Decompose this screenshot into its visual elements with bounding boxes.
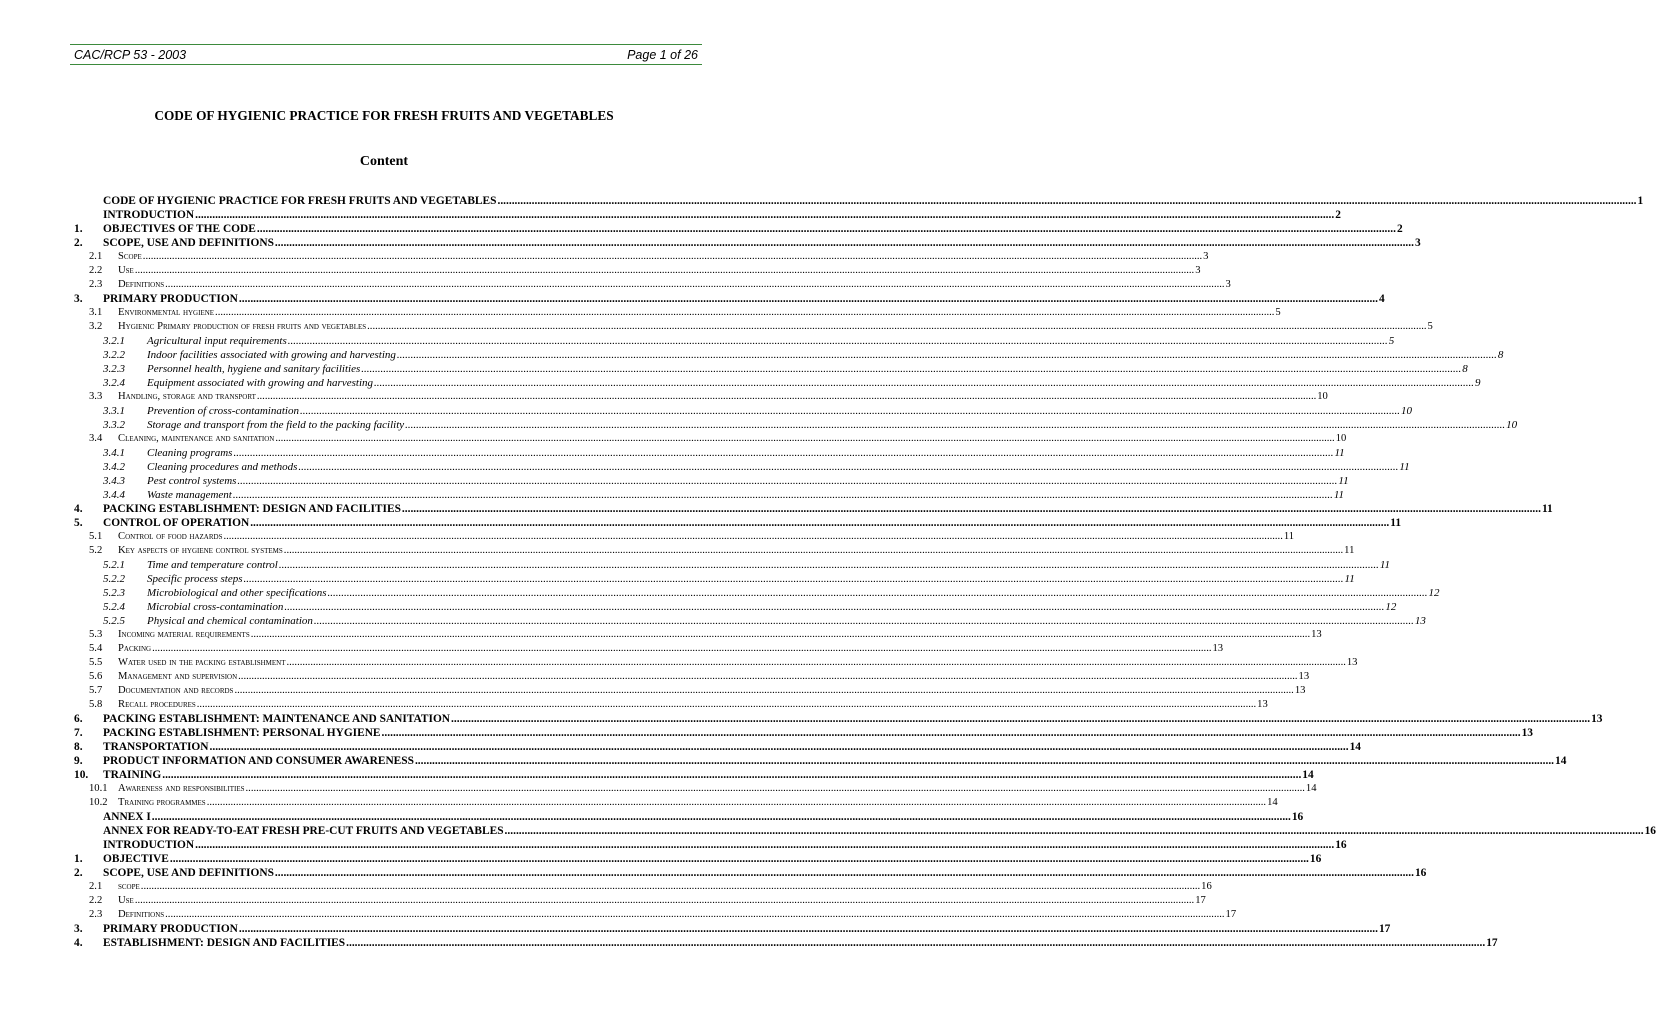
toc-entry[interactable] bbox=[74, 390, 1328, 404]
toc-entry-page: 16 bbox=[1291, 811, 1304, 823]
toc-entry-number: 2.3 bbox=[89, 909, 103, 920]
toc-entry-number: 1. bbox=[74, 223, 83, 235]
toc-entry[interactable] bbox=[74, 586, 1440, 600]
toc-entry-page: 3 bbox=[1195, 265, 1201, 276]
toc-entry-label: SCOPE, USE AND DEFINITIONS bbox=[103, 867, 274, 879]
toc-entry-number: 2.3 bbox=[89, 279, 103, 290]
toc-entry-number: 3.2.3 bbox=[103, 363, 125, 375]
toc-entry-number: 3.2.4 bbox=[103, 377, 125, 389]
toc-entry-number: 7. bbox=[74, 727, 83, 739]
toc-entry-label: Management and supervision bbox=[118, 671, 238, 682]
toc-leader-dots: ................................................................................................................................................................................................................................................................................................................................................................................................................ bbox=[165, 909, 1225, 920]
toc-entry[interactable] bbox=[74, 432, 1347, 446]
toc-entry[interactable] bbox=[74, 460, 1410, 474]
toc-entry-label: Microbiological and other specifications bbox=[147, 587, 327, 599]
toc-entry[interactable] bbox=[74, 264, 1201, 278]
toc-entry-page: 17 bbox=[1378, 923, 1391, 935]
toc-entry-number: 5.6 bbox=[89, 671, 103, 682]
toc-entry-number: 5.8 bbox=[89, 699, 103, 710]
toc-entry[interactable] bbox=[74, 642, 1224, 656]
toc-entry-label: Indoor facilities associated with growing and harvesting bbox=[147, 349, 396, 361]
toc-entry[interactable] bbox=[74, 572, 1355, 586]
toc-entry-page: 12 bbox=[1385, 601, 1397, 613]
toc-entry[interactable] bbox=[74, 334, 1395, 348]
toc-entry-label: Pest control systems bbox=[147, 475, 237, 487]
toc-entry-page: 17 bbox=[1195, 895, 1206, 906]
toc-entry-label: INTRODUCTION bbox=[103, 209, 195, 221]
toc-leader-dots: ................................................................................................................................................................................................................................................................................................................................................................................................................ bbox=[165, 279, 1225, 290]
toc-leader-dots: ................................................................................................................................................................................................................................................................................................................................................................................................................ bbox=[287, 335, 1388, 347]
toc-entry-label: Training programmes bbox=[118, 797, 206, 808]
toc-entry-page: 16 bbox=[1309, 853, 1322, 865]
toc-entry[interactable] bbox=[74, 754, 1567, 768]
toc-leader-dots: ................................................................................................................................................................................................................................................................................................................................................................................................................ bbox=[256, 223, 1396, 235]
toc-leader-dots: ................................................................................................................................................................................................................................................................................................................................................................................................................ bbox=[142, 251, 1203, 262]
toc-entry-label: OBJECTIVE bbox=[103, 853, 169, 865]
toc-entry[interactable] bbox=[74, 908, 1237, 922]
toc-entry-number: 2.2 bbox=[89, 265, 103, 276]
toc-leader-dots: ................................................................................................................................................................................................................................................................................................................................................................................................................ bbox=[238, 671, 1298, 682]
toc-entry-label: ANNEX I bbox=[103, 811, 151, 823]
toc-entry-number: 3.4.2 bbox=[103, 461, 125, 473]
toc-leader-dots: ................................................................................................................................................................................................................................................................................................................................................................................................................ bbox=[151, 811, 1291, 823]
toc-entry-number: 5.2.3 bbox=[103, 587, 125, 599]
toc-entry-page: 11 bbox=[1541, 503, 1553, 515]
toc-entry-page: 3 bbox=[1203, 251, 1209, 262]
toc-entry[interactable] bbox=[74, 474, 1349, 488]
toc-entry[interactable] bbox=[74, 712, 1603, 726]
toc-entry[interactable] bbox=[74, 418, 1518, 432]
toc-entry[interactable] bbox=[74, 376, 1481, 390]
toc-entry-page: 16 bbox=[1335, 839, 1347, 851]
toc-entry-page: 17 bbox=[1225, 909, 1237, 920]
toc-leader-dots: ................................................................................................................................................................................................................................................................................................................................................................................................................ bbox=[284, 601, 1385, 613]
toc-entry[interactable] bbox=[74, 782, 1317, 796]
toc-entry[interactable] bbox=[74, 880, 1212, 894]
toc-entry-label: INTRODUCTION bbox=[103, 839, 195, 851]
toc-entry-number: 5.5 bbox=[89, 657, 103, 668]
toc-entry-page: 11 bbox=[1344, 545, 1355, 556]
toc-leader-dots: ................................................................................................................................................................................................................................................................................................................................................................................................................ bbox=[238, 293, 1378, 305]
toc-entry-page: 10 bbox=[1506, 419, 1518, 431]
toc-entry-page: 17 bbox=[1486, 937, 1498, 949]
toc-entry-page: 12 bbox=[1428, 587, 1440, 599]
toc-leader-dots: ................................................................................................................................................................................................................................................................................................................................................................................................................ bbox=[274, 867, 1414, 879]
toc-entry-label: Recall procedures bbox=[118, 699, 196, 710]
toc-leader-dots: ................................................................................................................................................................................................................................................................................................................................................................................................................ bbox=[140, 881, 1201, 892]
toc-entry-label: Scope bbox=[118, 251, 142, 262]
toc-entry[interactable] bbox=[74, 278, 1231, 292]
toc-entry-page: 11 bbox=[1334, 447, 1345, 459]
toc-entry-page: 14 bbox=[1267, 797, 1278, 808]
toc-entry-number: 3.4 bbox=[89, 433, 103, 444]
toc-entry-page: 10 bbox=[1317, 391, 1328, 402]
toc-entry[interactable] bbox=[74, 838, 1347, 852]
toc-entry[interactable] bbox=[74, 236, 1421, 250]
toc-entry[interactable] bbox=[74, 866, 1427, 880]
toc-entry-label: Physical and chemical contamination bbox=[147, 615, 313, 627]
toc-entry-label: ESTABLISHMENT: DESIGN AND FACILITIES bbox=[103, 937, 346, 949]
toc-entry[interactable] bbox=[74, 362, 1468, 376]
toc-entry-page: 5 bbox=[1427, 321, 1433, 332]
toc-leader-dots: ................................................................................................................................................................................................................................................................................................................................................................................................................ bbox=[209, 741, 1349, 753]
toc-entry-label: scope bbox=[118, 881, 140, 892]
toc-entry[interactable] bbox=[74, 726, 1533, 740]
document-code: CAC/RCP 53 - 2003 bbox=[74, 48, 187, 62]
toc-leader-dots: ................................................................................................................................................................................................................................................................................................................................................................................................................ bbox=[256, 391, 1317, 402]
toc-entry-page: 10 bbox=[1335, 433, 1347, 444]
toc-entry-label: PACKING ESTABLISHMENT: PERSONAL HYGIENE bbox=[103, 727, 381, 739]
table-of-contents bbox=[74, 194, 1656, 950]
toc-entry-number: 10. bbox=[74, 769, 89, 781]
toc-leader-dots: ................................................................................................................................................................................................................................................................................................................................................................................................................ bbox=[327, 587, 1428, 599]
toc-leader-dots: ................................................................................................................................................................................................................................................................................................................................................................................................................ bbox=[401, 503, 1541, 515]
toc-entry[interactable] bbox=[74, 796, 1278, 810]
toc-entry-label: Handling, storage and transport bbox=[118, 391, 256, 402]
toc-leader-dots: ................................................................................................................................................................................................................................................................................................................................................................................................................ bbox=[361, 363, 1462, 375]
toc-entry[interactable] bbox=[74, 446, 1345, 460]
toc-entry[interactable] bbox=[74, 600, 1397, 614]
toc-entry[interactable] bbox=[74, 516, 1402, 530]
toc-entry-number: 3.3.1 bbox=[103, 405, 125, 417]
toc-entry-label: Microbial cross-contamination bbox=[147, 601, 284, 613]
toc-entry[interactable] bbox=[74, 306, 1281, 320]
toc-entry-page: 2 bbox=[1396, 223, 1403, 235]
toc-entry-label: Water used in the packing establishment bbox=[118, 657, 286, 668]
toc-entry-number: 2. bbox=[74, 237, 83, 249]
toc-entry[interactable] bbox=[74, 222, 1403, 236]
toc-entry-number: 4. bbox=[74, 937, 83, 949]
toc-entry-page: 13 bbox=[1257, 699, 1268, 710]
toc-entry-page: 9 bbox=[1475, 377, 1481, 389]
toc-leader-dots: ................................................................................................................................................................................................................................................................................................................................................................................................................ bbox=[381, 727, 1521, 739]
toc-entry-number: 2.1 bbox=[89, 881, 103, 892]
toc-entry-page: 8 bbox=[1462, 363, 1468, 375]
toc-leader-dots: ................................................................................................................................................................................................................................................................................................................................................................................................................ bbox=[250, 629, 1311, 640]
toc-entry-label: Use bbox=[118, 265, 134, 276]
toc-leader-dots: ................................................................................................................................................................................................................................................................................................................................................................................................................ bbox=[196, 699, 1257, 710]
toc-leader-dots: ................................................................................................................................................................................................................................................................................................................................................................................................................ bbox=[250, 517, 1390, 529]
toc-entry-page: 13 bbox=[1311, 629, 1322, 640]
toc-leader-dots: ................................................................................................................................................................................................................................................................................................................................................................................................................ bbox=[414, 755, 1555, 767]
toc-entry[interactable] bbox=[74, 768, 1314, 782]
toc-entry[interactable] bbox=[74, 194, 1644, 208]
toc-entry-number: 3.3.2 bbox=[103, 419, 125, 431]
toc-entry[interactable] bbox=[74, 670, 1310, 684]
toc-entry[interactable] bbox=[74, 404, 1412, 418]
toc-entry-label: SCOPE, USE AND DEFINITIONS bbox=[103, 237, 274, 249]
toc-leader-dots: ................................................................................................................................................................................................................................................................................................................................................................................................................ bbox=[152, 643, 1212, 654]
toc-entry-label: Definitions bbox=[118, 909, 165, 920]
toc-entry-label: Control of food hazards bbox=[118, 531, 223, 542]
toc-entry[interactable] bbox=[74, 894, 1206, 908]
toc-entry-label: OBJECTIVES OF THE CODE bbox=[103, 223, 256, 235]
toc-entry-page: 4 bbox=[1378, 293, 1385, 305]
toc-entry-label: Environmental hygiene bbox=[118, 307, 215, 318]
toc-entry-page: 13 bbox=[1591, 713, 1603, 725]
toc-leader-dots: ................................................................................................................................................................................................................................................................................................................................................................................................................ bbox=[232, 489, 1333, 501]
toc-leader-dots: ................................................................................................................................................................................................................................................................................................................................................................................................................ bbox=[497, 195, 1637, 207]
toc-entry[interactable] bbox=[74, 810, 1304, 824]
toc-entry[interactable] bbox=[74, 530, 1295, 544]
toc-entry-page: 14 bbox=[1555, 755, 1567, 767]
toc-entry-number: 10.1 bbox=[89, 783, 108, 794]
toc-entry-page: 3 bbox=[1414, 237, 1421, 249]
toc-entry-number: 5.2.1 bbox=[103, 559, 125, 571]
toc-entry-label: PRODUCT INFORMATION AND CONSUMER AWARENESS bbox=[103, 755, 414, 767]
toc-entry-number: 5.3 bbox=[89, 629, 103, 640]
toc-leader-dots: ................................................................................................................................................................................................................................................................................................................................................................................................................ bbox=[286, 657, 1346, 668]
toc-entry-number: 3.4.4 bbox=[103, 489, 125, 501]
toc-entry-number: 3.2.1 bbox=[103, 335, 125, 347]
toc-leader-dots: ................................................................................................................................................................................................................................................................................................................................................................................................................ bbox=[215, 307, 1275, 318]
toc-entry-number: 5.1 bbox=[89, 531, 103, 542]
toc-entry-label: Definitions bbox=[118, 279, 165, 290]
toc-entry-page: 5 bbox=[1275, 307, 1281, 318]
toc-entry-page: 11 bbox=[1283, 531, 1295, 542]
toc-entry-label: Awareness and responsibilities bbox=[118, 783, 245, 794]
toc-entry-label: PRIMARY PRODUCTION bbox=[103, 923, 238, 935]
toc-entry[interactable] bbox=[74, 852, 1322, 866]
toc-entry-number: 5.2.2 bbox=[103, 573, 125, 585]
toc-entry-page: 14 bbox=[1302, 769, 1314, 781]
toc-leader-dots: ................................................................................................................................................................................................................................................................................................................................................................................................................ bbox=[396, 349, 1497, 361]
toc-entry-page: 11 bbox=[1390, 517, 1402, 529]
toc-entry[interactable] bbox=[74, 502, 1553, 516]
toc-entry-number: 3.1 bbox=[89, 307, 103, 318]
toc-entry-label: Time and temperature control bbox=[147, 559, 278, 571]
toc-entry-number: 3.3 bbox=[89, 391, 103, 402]
header-rule-top bbox=[70, 44, 702, 45]
toc-entry-number: 3.2 bbox=[89, 321, 103, 332]
toc-leader-dots: ................................................................................................................................................................................................................................................................................................................................................................................................................ bbox=[234, 685, 1294, 696]
toc-entry-page: 16 bbox=[1644, 825, 1656, 837]
toc-leader-dots: ................................................................................................................................................................................................................................................................................................................................................................................................................ bbox=[206, 797, 1267, 808]
toc-leader-dots: ................................................................................................................................................................................................................................................................................................................................................................................................................ bbox=[274, 237, 1414, 249]
toc-entry-number: 3.4.1 bbox=[103, 447, 125, 459]
toc-entry-label: Use bbox=[118, 895, 134, 906]
toc-entry-page: 11 bbox=[1338, 475, 1349, 487]
toc-leader-dots: ................................................................................................................................................................................................................................................................................................................................................................................................................ bbox=[243, 573, 1344, 585]
toc-entry[interactable] bbox=[74, 614, 1426, 628]
toc-entry-label: Hygienic Primary production of fresh fruits and vegetables bbox=[118, 321, 367, 332]
toc-leader-dots: ................................................................................................................................................................................................................................................................................................................................................................................................................ bbox=[134, 895, 1195, 906]
toc-entry-label: TRANSPORTATION bbox=[103, 741, 209, 753]
toc-entry-number: 8. bbox=[74, 741, 83, 753]
toc-leader-dots: ................................................................................................................................................................................................................................................................................................................................................................................................................ bbox=[283, 545, 1344, 556]
toc-entry-label: Prevention of cross-contamination bbox=[147, 405, 299, 417]
toc-entry[interactable] bbox=[74, 698, 1268, 712]
toc-entry-label: Cleaning, maintenance and sanitation bbox=[118, 433, 275, 444]
toc-entry-page: 13 bbox=[1521, 727, 1533, 739]
content-heading: Content bbox=[359, 154, 409, 169]
toc-entry-label: PACKING ESTABLISHMENT: DESIGN AND FACILITIES bbox=[103, 503, 401, 515]
toc-leader-dots: ................................................................................................................................................................................................................................................................................................................................................................................................................ bbox=[134, 265, 1195, 276]
toc-entry-label: Equipment associated with growing and harvesting bbox=[147, 377, 373, 389]
header-rule-bottom bbox=[70, 64, 702, 65]
toc-entry-page: 14 bbox=[1305, 783, 1317, 794]
toc-entry-page: 13 bbox=[1414, 615, 1426, 627]
toc-entry[interactable] bbox=[74, 922, 1391, 936]
toc-entry[interactable] bbox=[74, 208, 1341, 222]
toc-leader-dots: ................................................................................................................................................................................................................................................................................................................................................................................................................ bbox=[374, 377, 1474, 389]
toc-entry-number: 2.1 bbox=[89, 251, 103, 262]
toc-entry-page: 1 bbox=[1637, 195, 1644, 207]
toc-entry-page: 16 bbox=[1414, 867, 1427, 879]
document-title: CODE OF HYGIENIC PRACTICE FOR FRESH FRUITS AND VEGETABLES bbox=[154, 108, 614, 123]
toc-entry-label: ANNEX FOR READY-TO-EAT FRESH PRE-CUT FRUITS AND VEGETABLES bbox=[103, 825, 504, 837]
toc-entry-page: 10 bbox=[1400, 405, 1412, 417]
toc-entry-number: 3. bbox=[74, 293, 83, 305]
toc-entry-page: 2 bbox=[1335, 209, 1341, 221]
toc-entry[interactable] bbox=[74, 628, 1322, 642]
toc-entry-page: 16 bbox=[1201, 881, 1212, 892]
toc-entry[interactable] bbox=[74, 488, 1345, 502]
toc-leader-dots: ................................................................................................................................................................................................................................................................................................................................................................................................................ bbox=[275, 433, 1335, 444]
toc-leader-dots: ................................................................................................................................................................................................................................................................................................................................................................................................................ bbox=[405, 419, 1506, 431]
toc-leader-dots: ................................................................................................................................................................................................................................................................................................................................................................................................................ bbox=[237, 475, 1338, 487]
toc-entry[interactable] bbox=[74, 656, 1358, 670]
toc-entry-label: Packing bbox=[118, 643, 152, 654]
toc-entry-page: 3 bbox=[1225, 279, 1231, 290]
toc-entry-label: Cleaning programs bbox=[147, 447, 233, 459]
toc-entry-number: 1. bbox=[74, 853, 83, 865]
toc-entry-number: 5. bbox=[74, 517, 83, 529]
toc-entry-page: 8 bbox=[1497, 349, 1504, 361]
toc-entry[interactable] bbox=[74, 348, 1504, 362]
toc-leader-dots: ................................................................................................................................................................................................................................................................................................................................................................................................................ bbox=[245, 783, 1305, 794]
page-header bbox=[70, 47, 702, 63]
toc-entry[interactable] bbox=[74, 684, 1306, 698]
toc-entry-number: 5.2.5 bbox=[103, 615, 125, 627]
toc-leader-dots: ................................................................................................................................................................................................................................................................................................................................................................................................................ bbox=[299, 405, 1400, 417]
toc-entry-page: 13 bbox=[1212, 643, 1224, 654]
toc-entry-label: CODE OF HYGIENIC PRACTICE FOR FRESH FRUITS AND VEGETABLES bbox=[103, 195, 497, 207]
toc-leader-dots: ................................................................................................................................................................................................................................................................................................................................................................................................................ bbox=[346, 937, 1486, 949]
toc-entry-label: Specific process steps bbox=[147, 573, 243, 585]
toc-leader-dots: ................................................................................................................................................................................................................................................................................................................................................................................................................ bbox=[195, 209, 1335, 221]
toc-entry[interactable] bbox=[74, 824, 1656, 838]
toc-entry-page: 11 bbox=[1379, 559, 1391, 571]
toc-entry-number: 3.2.2 bbox=[103, 349, 125, 361]
toc-entry-number: 5.2 bbox=[89, 545, 103, 556]
toc-leader-dots: ................................................................................................................................................................................................................................................................................................................................................................................................................ bbox=[223, 531, 1283, 542]
toc-entry-number: 5.7 bbox=[89, 685, 103, 696]
toc-leader-dots: ................................................................................................................................................................................................................................................................................................................................................................................................................ bbox=[162, 769, 1302, 781]
toc-entry[interactable] bbox=[74, 292, 1385, 306]
toc-entry-label: Storage and transport from the field to the packing facility bbox=[147, 419, 405, 431]
toc-entry-number: 2. bbox=[74, 867, 83, 879]
toc-entry[interactable] bbox=[74, 250, 1209, 264]
toc-leader-dots: ................................................................................................................................................................................................................................................................................................................................................................................................................ bbox=[238, 923, 1378, 935]
toc-leader-dots: ................................................................................................................................................................................................................................................................................................................................................................................................................ bbox=[367, 321, 1427, 332]
toc-entry-page: 13 bbox=[1294, 685, 1306, 696]
toc-entry[interactable] bbox=[74, 320, 1433, 334]
toc-entry-label: TRAINING bbox=[103, 769, 162, 781]
toc-entry-label: Waste management bbox=[147, 489, 232, 501]
toc-entry[interactable] bbox=[74, 558, 1391, 572]
toc-entry-label: CONTROL OF OPERATION bbox=[103, 517, 250, 529]
toc-entry-label: PACKING ESTABLISHMENT: MAINTENANCE AND SANITATION bbox=[103, 713, 451, 725]
toc-entry[interactable] bbox=[74, 544, 1355, 558]
toc-entry-page: 13 bbox=[1298, 671, 1310, 682]
toc-entry-number: 10.2 bbox=[89, 797, 108, 808]
toc-entry[interactable] bbox=[74, 740, 1361, 754]
toc-entry-page: 11 bbox=[1344, 573, 1355, 585]
toc-entry-label: Agricultural input requirements bbox=[147, 335, 287, 347]
toc-entry-number: 3.4.3 bbox=[103, 475, 125, 487]
toc-entry-page: 13 bbox=[1346, 657, 1358, 668]
toc-entry-label: Cleaning procedures and methods bbox=[147, 461, 298, 473]
toc-entry[interactable] bbox=[74, 936, 1498, 950]
toc-leader-dots: ................................................................................................................................................................................................................................................................................................................................................................................................................ bbox=[195, 839, 1335, 851]
toc-entry-label: PRIMARY PRODUCTION bbox=[103, 293, 238, 305]
toc-entry-page: 14 bbox=[1349, 741, 1361, 753]
toc-entry-label: Documentation and records bbox=[118, 685, 234, 696]
toc-entry-number: 2.2 bbox=[89, 895, 103, 906]
toc-leader-dots: ................................................................................................................................................................................................................................................................................................................................................................................................................ bbox=[233, 447, 1334, 459]
toc-leader-dots: ................................................................................................................................................................................................................................................................................................................................................................................................................ bbox=[278, 559, 1379, 571]
toc-entry-number: 9. bbox=[74, 755, 83, 767]
toc-entry-number: 4. bbox=[74, 503, 83, 515]
toc-leader-dots: ................................................................................................................................................................................................................................................................................................................................................................................................................ bbox=[298, 461, 1399, 473]
toc-entry-page: 11 bbox=[1399, 461, 1410, 473]
toc-leader-dots: ................................................................................................................................................................................................................................................................................................................................................................................................................ bbox=[313, 615, 1414, 627]
toc-entry-page: 5 bbox=[1388, 335, 1395, 347]
toc-entry-number: 6. bbox=[74, 713, 83, 725]
toc-entry-number: 5.2.4 bbox=[103, 601, 125, 613]
toc-entry-label: Personnel health, hygiene and sanitary facilities bbox=[147, 363, 361, 375]
toc-entry-number: 3. bbox=[74, 923, 83, 935]
toc-entry-number: 5.4 bbox=[89, 643, 103, 654]
page-number: Page 1 of 26 bbox=[627, 48, 698, 62]
toc-entry-label: Key aspects of hygiene control systems bbox=[118, 545, 283, 556]
toc-entry-page: 11 bbox=[1333, 489, 1345, 501]
toc-leader-dots: ................................................................................................................................................................................................................................................................................................................................................................................................................ bbox=[504, 825, 1644, 837]
toc-leader-dots: ................................................................................................................................................................................................................................................................................................................................................................................................................ bbox=[169, 853, 1309, 865]
toc-entry-label: Incoming material requirements bbox=[118, 629, 250, 640]
toc-leader-dots: ................................................................................................................................................................................................................................................................................................................................................................................................................ bbox=[451, 713, 1591, 725]
